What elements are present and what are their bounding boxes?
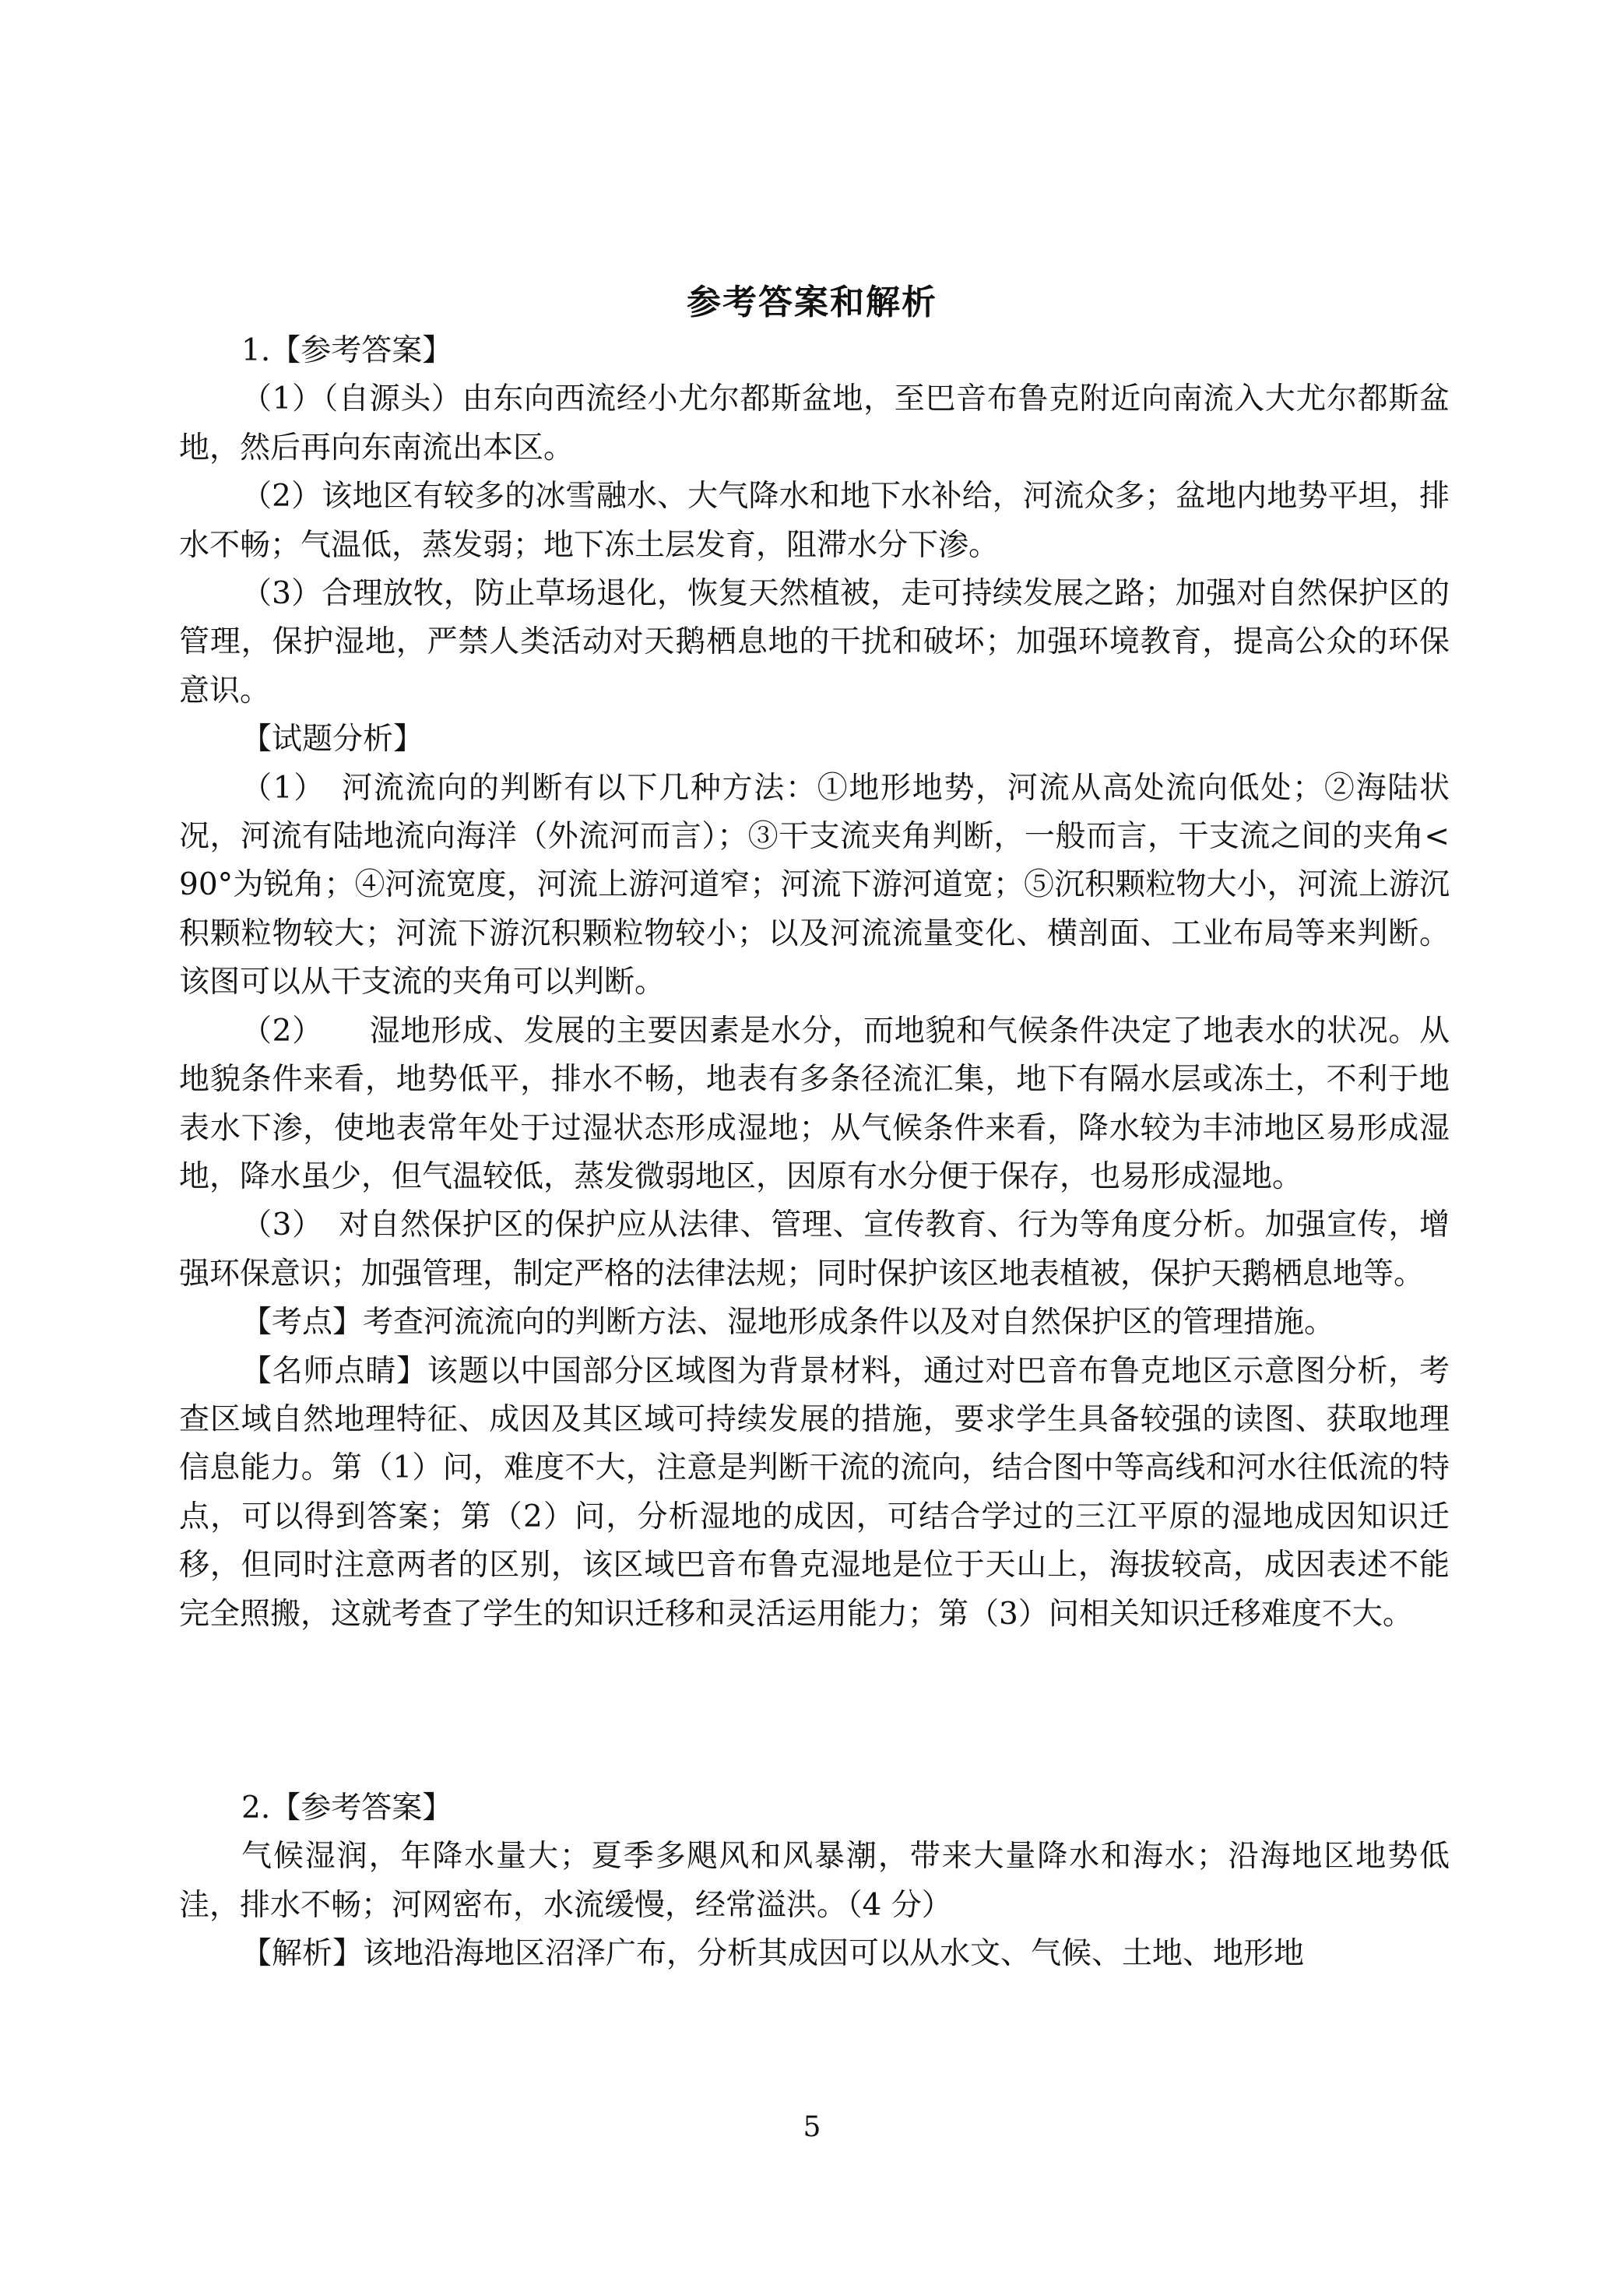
q1-answer-2: （2）该地区有较多的冰雪融水、大气降水和地下水补给，河流众多；盆地内地势平坦，排水不畅；气温低，蒸发弱；地下冻土层发育，阻滞水分下渗。 [179, 479, 1450, 563]
q1-analysis-heading: 【试题分析】 [241, 722, 424, 757]
q1-heading: 1.【参考答案】 [241, 333, 453, 368]
q2-analysis: 【解析】该地沿海地区沼泽广布，分析其成因可以从水文、气候、土地、地形地 [241, 1936, 1305, 1972]
q2-heading: 2.【参考答案】 [241, 1790, 453, 1826]
page-number: 5 [803, 2111, 821, 2143]
q1-kaodian: 【考点】考查河流流向的判断方法、湿地形成条件以及对自然保护区的管理措施。 [241, 1305, 1335, 1341]
q1-analysis-3: （3） 对自然保护区的保护应从法律、管理、宣传教育、行为等角度分析。加强宣传，增强环保意识；加强管理，制定严格的法律法规；同时保护该区地表植被，保护天鹅栖息地等。 [179, 1207, 1450, 1292]
q1-analysis-1: （1） 河流流向的判断有以下几种方法：①地形地势，河流从高处流向低处；②海陆状况，河流有陆地流向海洋（外流河而言）；③干支流夹角判断，一般而言，干支流之间的夹角< 90°为锐角；④河流宽度，河流上游河道窄；河流下游河道宽；⑤沉积颗粒物大小，河流上游沉积颗粒物较大；河流下游沉积颗粒物较小；以及河流流量变化、横剖面、工业布局等来判断。该图可以从干支流的夹角可以判断。 [179, 770, 1450, 1000]
answer-content [179, 327, 1450, 1979]
q1-answer-1: （1）（自源头）由东向西流经小尤尔都斯盆地，至巴音布鲁克附近向南流入大尤尔都斯盆地，然后再向东南流出本区。 [179, 381, 1450, 466]
q1-analysis-2: （2） 湿地形成、发展的主要因素是水分，而地貌和气候条件决定了地表水的状况。从地貌条件来看，地势低平，排水不畅，地表有多条径流汇集，地下有隔水层或冻土，不利于地表水下渗，使地表常年处于过湿状态形成湿地；从气候条件来看，降水较为丰沛地区易形成湿地，降水虽少，但气温较低，蒸发微弱地区，因原有水分便于保存，也易形成湿地。 [179, 1013, 1450, 1194]
q1-mingshi-dianjing: 【名师点睛】该题以中国部分区域图为背景材料，通过对巴音布鲁克地区示意图分析，考查区域自然地理特征、成因及其区域可持续发展的措施，要求学生具备较强的读图、获取地理信息能力。第（1）问，难度不大，注意是判断干流的流向，结合图中等高线和河水往低流的特点，可以得到答案；第（2）问，分析湿地的成因，可结合学过的三江平原的湿地成因知识迁移，但同时注意两者的区别，该区域巴音布鲁克湿地是位于天山上，海拔较高，成因表述不能完全照搬，这就考查了学生的知识迁移和灵活运用能力；第（3）问相关知识迁移难度不大。 [179, 1353, 1450, 1632]
q1-answer-3: （3）合理放牧，防止草场退化，恢复天然植被，走可持续发展之路；加强对自然保护区的管理，保护湿地，严禁人类活动对天鹅栖息地的干扰和破坏；加强环境教育，提高公众的环保意识。 [179, 576, 1450, 708]
section-spacer [179, 1639, 1450, 1784]
page-title: 参考答案和解析 [687, 283, 937, 322]
q2-answer: 气候湿润，年降水量大；夏季多飓风和风暴潮，带来大量降水和海水；沿海地区地势低洼，排水不畅；河网密布，水流缓慢，经常溢洪。（4 分） [179, 1839, 1450, 1923]
